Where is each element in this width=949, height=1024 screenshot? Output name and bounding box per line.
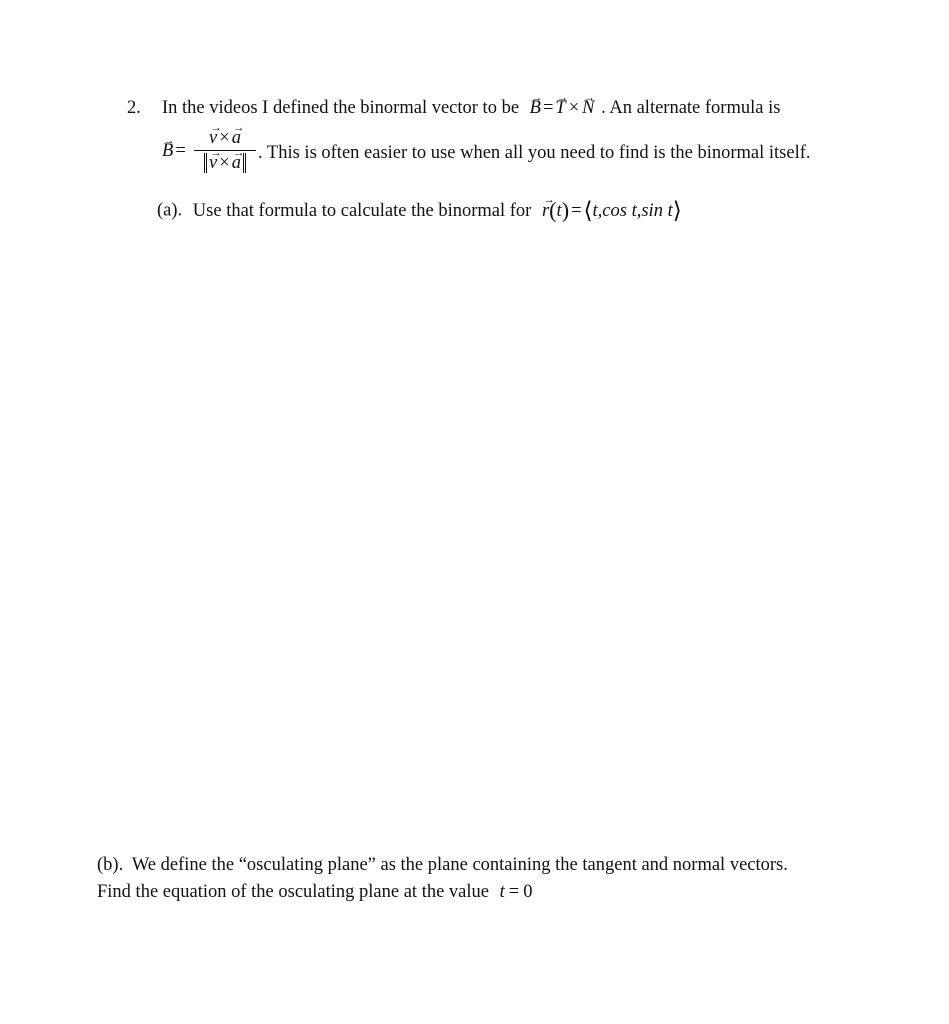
alt-formula-fraction	[194, 128, 256, 174]
cross-num: ×	[219, 128, 230, 148]
vector-B: → B	[530, 98, 541, 119]
condition-eq: =	[508, 882, 520, 902]
fraction-denominator	[194, 153, 256, 174]
left-angle: ⟨	[583, 197, 593, 224]
condition-val: 0	[523, 882, 533, 902]
right-angle: ⟩	[672, 197, 682, 224]
part-b-line-2	[97, 882, 532, 903]
vector-v-num: → v	[209, 128, 217, 149]
vector-a-den: → a	[232, 153, 241, 174]
norm-bars	[204, 153, 246, 173]
binormal-definition	[530, 98, 599, 118]
alt-formula-lhs	[162, 141, 186, 162]
vector-r: → r	[542, 201, 549, 222]
vector-v-den: → v	[209, 153, 217, 174]
vector-B-alt: → B	[162, 141, 173, 162]
intro-text: In the videos I defined the binormal vector to be	[162, 98, 520, 118]
part-b-label: (b).	[97, 855, 124, 875]
condition	[500, 882, 533, 902]
vector-T: → T	[555, 98, 565, 119]
problem-number: 2.	[127, 98, 141, 118]
problem-intro	[162, 98, 780, 119]
left-paren: (	[549, 197, 557, 222]
cross-sign: ×	[568, 98, 580, 118]
part-b-line1-text: We define the “osculating plane” as the plane containing the tangent and normal vectors.	[131, 855, 788, 875]
function-variable: t	[556, 200, 562, 221]
function-equals: =	[571, 200, 582, 221]
right-paren: )	[561, 197, 570, 222]
position-function	[541, 197, 682, 224]
part-a-text: Use that formula to calculate the binormal for	[192, 200, 532, 221]
part-a	[157, 197, 682, 225]
cross-den: ×	[219, 153, 230, 173]
condition-var: t	[499, 882, 505, 902]
alt-formula-text: . This is often easier to use when all you need to find is the binormal itself.	[258, 143, 811, 163]
intro-tail: . An alternate formula is	[601, 98, 781, 118]
fraction-numerator	[194, 128, 256, 149]
norm-inner	[206, 153, 244, 173]
fraction-bar	[194, 150, 256, 151]
part-b-line-1	[97, 855, 788, 876]
part-b-line2-text: Find the equation of the osculating plane at the value	[97, 882, 489, 902]
part-a-label: (a).	[157, 200, 183, 221]
vector-a-num: → a	[232, 128, 241, 149]
equals-sign: =	[542, 98, 554, 118]
vector-N: → N	[582, 98, 594, 119]
equals-sign-alt: =	[175, 141, 186, 161]
component-list: t,cos t,sin t	[592, 200, 673, 221]
